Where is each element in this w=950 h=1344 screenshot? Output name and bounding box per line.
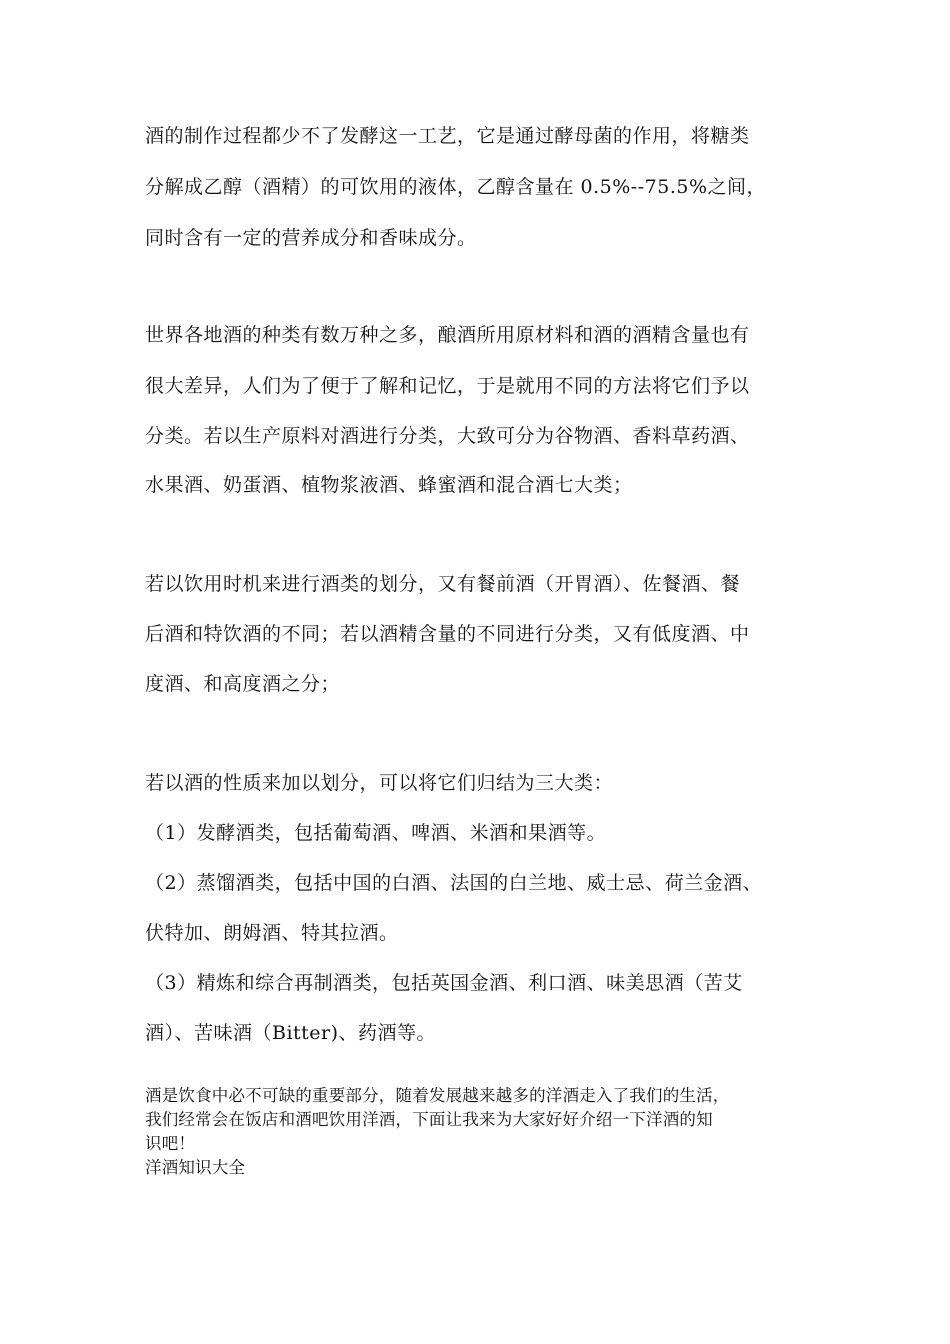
paragraph-3-line-3: 度酒、和高度酒之分； [145, 673, 341, 695]
list-item-3-line-1: （3）精炼和综合再制酒类，包括英国金酒、利口酒、味美思酒（苦艾 [145, 972, 743, 994]
list-item-1: （1）发酵酒类，包括葡萄酒、啤酒、米酒和果酒等。 [145, 822, 607, 844]
paragraph-1-line-3: 同时含有一定的营养成分和香味成分。 [145, 227, 477, 249]
list-item-2-line-1: （2）蒸馏酒类，包括中国的白酒、法国的白兰地、威士忌、荷兰金酒、 [145, 872, 763, 894]
footer-note-title: 洋酒知识大全 [145, 1158, 246, 1177]
paragraph-1-line-1: 酒的制作过程都少不了发酵这一工艺，它是通过酵母菌的作用，将糖类 [145, 125, 750, 147]
paragraph-3-line-1: 若以饮用时机来进行酒类的划分，又有餐前酒（开胃酒）、佐餐酒、餐 [145, 573, 741, 595]
paragraph-4-intro: 若以酒的性质来加以划分，可以将它们归结为三大类： [145, 772, 614, 794]
footer-note-line-3: 识吧！ [145, 1134, 196, 1153]
paragraph-1-line-2: 分解成乙醇（酒精）的可饮用的液体，乙醇含量在 0.5%--75.5%之间， [145, 176, 767, 198]
list-item-3-line-2: 酒）、苦味酒（Bitter)、药酒等。 [145, 1022, 437, 1044]
paragraph-2-line-1: 世界各地酒的种类有数万种之多，酿酒所用原材料和酒的酒精含量也有 [145, 324, 750, 346]
list-item-2-line-2: 伏特加、朗姆酒、特其拉酒。 [145, 922, 399, 944]
paragraph-2-line-2: 很大差异，人们为了便于了解和记忆，于是就用不同的方法将它们予以 [145, 375, 750, 397]
paragraph-2-line-3: 分类。若以生产原料对酒进行分类，大致可分为谷物酒、香料草药酒、 [145, 425, 750, 447]
paragraph-3-line-2: 后酒和特饮酒的不同；若以酒精含量的不同进行分类，又有低度酒、中 [145, 623, 750, 645]
footer-note-line-2: 我们经常会在饭店和酒吧饮用洋酒，下面让我来为大家好好介绍一下洋酒的知 [145, 1110, 713, 1129]
paragraph-2-line-4: 水果酒、奶蛋酒、植物浆液酒、蜂蜜酒和混合酒七大类； [145, 474, 633, 496]
footer-note-line-1: 酒是饮食中必不可缺的重要部分，随着发展越来越多的洋酒走入了我们的生活， [145, 1086, 730, 1105]
